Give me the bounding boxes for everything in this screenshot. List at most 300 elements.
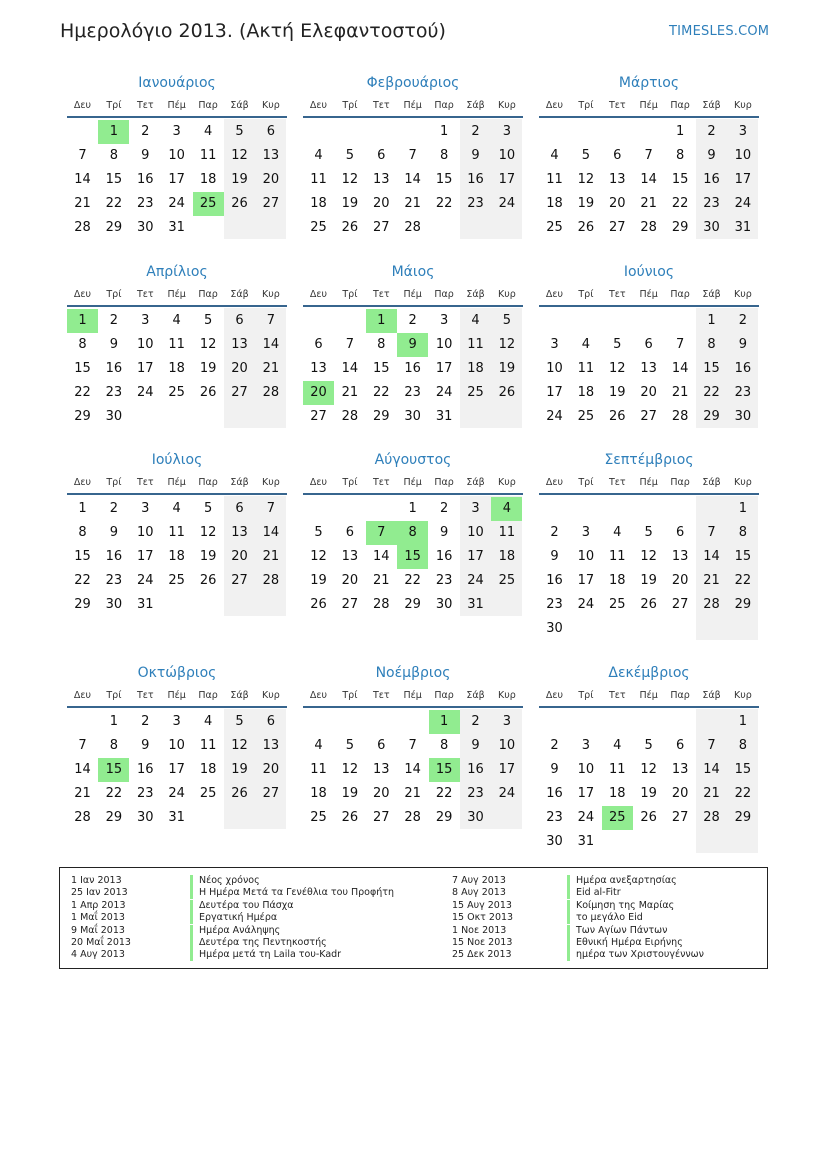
day-cell: 30 [546, 834, 563, 849]
weekday-header: Πέμ [639, 100, 658, 111]
day-cell: 30 [404, 409, 421, 424]
weekday-header: Παρ [434, 100, 454, 111]
holiday-date: 9 Μαΐ 2013 [71, 924, 125, 936]
weekday-header: Παρ [198, 289, 218, 300]
day-cell: 27 [262, 786, 280, 801]
day-cell: 14 [341, 361, 359, 376]
day-cell: 9 [141, 148, 150, 163]
holiday-date: 1 Ιαν 2013 [71, 875, 122, 886]
day-cell: 7 [266, 313, 276, 328]
weekday-header: Τρί [106, 477, 122, 488]
day-cell: 26 [199, 573, 217, 588]
day-cell: 24 [577, 597, 595, 612]
day-cell: 3 [738, 124, 748, 139]
day-cell: 19 [231, 762, 248, 777]
day-cell: 21 [262, 361, 280, 376]
day-cell: 2 [471, 714, 480, 729]
day-cell: 16 [105, 549, 123, 564]
day-cell: 10 [498, 738, 516, 753]
day-cell: 2 [471, 124, 480, 139]
day-cell: 19 [199, 361, 217, 376]
header-rule [539, 706, 759, 708]
day-cell: 6 [235, 313, 244, 328]
day-cell: 22 [105, 196, 123, 211]
day-cell: 14 [404, 762, 421, 777]
weekday-header: Δευ [73, 100, 92, 111]
day-cell: 30 [435, 597, 453, 612]
day-cell: 2 [109, 501, 119, 516]
day-cell: 9 [439, 525, 449, 540]
weekday-header: Κυρ [734, 477, 752, 488]
day-cell: 16 [137, 762, 154, 777]
holiday-date: 1 Νοε 2013 [452, 924, 507, 936]
day-cell: 23 [734, 385, 752, 400]
day-cell: 9 [471, 148, 480, 163]
weekday-header: Τρί [342, 289, 358, 300]
day-cell: 19 [577, 196, 595, 211]
day-cell: 5 [345, 738, 355, 753]
day-cell: 10 [546, 361, 563, 376]
day-cell: 6 [235, 501, 244, 516]
weekday-header: Παρ [670, 100, 690, 111]
day-cell: 24 [734, 196, 752, 211]
day-cell: 28 [74, 810, 91, 825]
day-cell: 20 [373, 786, 390, 801]
day-cell: 30 [467, 810, 484, 825]
day-cell: 28 [640, 220, 657, 235]
day-cell: 21 [404, 196, 421, 211]
header-rule [303, 493, 523, 495]
header-rule [539, 493, 759, 495]
weekday-header: Σάβ [702, 477, 721, 488]
day-cell: 18 [609, 573, 626, 588]
day-cell: 18 [498, 549, 516, 564]
day-cell: 20 [640, 385, 657, 400]
day-cell: 18 [199, 762, 217, 777]
day-cell: 12 [498, 337, 516, 352]
day-cell: 23 [105, 573, 123, 588]
weekday-header: Πέμ [167, 100, 186, 111]
holiday-date: 7 Αυγ 2013 [452, 875, 506, 886]
weekday-header: Σάβ [230, 289, 249, 300]
header-rule [303, 116, 523, 118]
weekday-header: Τρί [342, 100, 358, 111]
day-cell: 9 [471, 738, 480, 753]
weekday-header: Πέμ [403, 477, 422, 488]
weekday-header: Τετ [136, 690, 154, 701]
day-cell: 10 [577, 762, 595, 777]
weekday-header: Τετ [372, 289, 390, 300]
month-name: Ιούλιος [151, 452, 203, 468]
day-cell: 5 [644, 525, 653, 540]
holiday-name: Δευτέρα του Πάσχα [190, 900, 294, 912]
day-cell: 3 [502, 714, 512, 729]
day-cell: 25 [310, 220, 327, 235]
weekday-header: Τετ [372, 100, 390, 111]
day-cell: 8 [439, 738, 449, 753]
day-cell: 2 [738, 313, 748, 328]
day-cell: 3 [141, 313, 150, 328]
holiday-date: 15 Αυγ 2013 [452, 899, 512, 911]
day-cell: 1 [675, 124, 685, 139]
day-cell: 15 [671, 172, 689, 187]
weekday-header: Τρί [342, 690, 358, 701]
day-cell: 6 [345, 525, 355, 540]
day-cell: 5 [203, 501, 213, 516]
day-cell: 1 [78, 501, 87, 516]
day-cell: 25 [546, 220, 563, 235]
day-cell: 2 [707, 124, 716, 139]
holiday-date: 25 Ιαν 2013 [71, 887, 128, 899]
day-cell: 26 [231, 196, 248, 211]
day-cell: 13 [373, 172, 390, 187]
day-cell: 20 [231, 361, 248, 376]
day-cell: 1 [738, 714, 748, 729]
day-cell: 29 [734, 810, 752, 825]
day-cell: 31 [435, 409, 453, 424]
day-cell: 9 [550, 762, 559, 777]
day-cell: 17 [577, 573, 595, 588]
day-cell: 29 [435, 810, 453, 825]
holiday-date: 15 Νοε 2013 [452, 937, 513, 948]
day-cell: 18 [168, 549, 185, 564]
day-cell: 16 [546, 786, 563, 801]
day-cell: 3 [581, 525, 591, 540]
day-cell: 24 [577, 810, 595, 825]
day-cell: 12 [310, 549, 327, 564]
holiday-name: Κοίμηση της Μαρίας [567, 900, 674, 912]
day-cell: 3 [172, 124, 181, 139]
holiday-day-cell: 1 [366, 309, 397, 333]
day-cell: 19 [231, 172, 248, 187]
weekday-header: Δευ [545, 477, 564, 488]
day-cell: 22 [74, 385, 91, 400]
header-rule [539, 305, 759, 307]
day-cell: 5 [235, 124, 244, 139]
header-rule [67, 706, 287, 708]
day-cell: 1 [109, 714, 119, 729]
weekday-header: Τρί [578, 690, 594, 701]
day-cell: 18 [467, 361, 484, 376]
day-cell: 27 [373, 810, 390, 825]
weekday-header: Τρί [578, 477, 594, 488]
day-cell: 16 [137, 172, 154, 187]
day-cell: 30 [734, 409, 752, 424]
day-cell: 27 [231, 573, 248, 588]
day-cell: 14 [703, 762, 720, 777]
day-cell: 26 [609, 409, 626, 424]
day-cell: 13 [671, 762, 689, 777]
day-cell: 4 [203, 124, 213, 139]
day-cell: 15 [435, 172, 453, 187]
weekday-header: Σάβ [466, 100, 485, 111]
day-cell: 19 [341, 786, 359, 801]
day-cell: 20 [373, 196, 390, 211]
day-cell: 18 [577, 385, 595, 400]
day-cell: 31 [467, 597, 484, 612]
day-cell: 21 [341, 385, 359, 400]
day-cell: 6 [613, 148, 622, 163]
day-cell: 26 [640, 597, 657, 612]
day-cell: 20 [671, 573, 689, 588]
day-cell: 19 [199, 549, 217, 564]
day-cell: 27 [671, 597, 689, 612]
day-cell: 10 [577, 549, 595, 564]
day-cell: 28 [373, 597, 390, 612]
day-cell: 17 [137, 549, 154, 564]
day-cell: 20 [609, 196, 626, 211]
weekday-header: Παρ [434, 690, 454, 701]
weekday-header: Σάβ [702, 100, 721, 111]
day-cell: 22 [671, 196, 689, 211]
day-cell: 8 [78, 525, 87, 540]
header-rule [303, 706, 523, 708]
day-cell: 15 [105, 172, 123, 187]
month-name: Απρίλιος [146, 264, 208, 280]
weekday-header: Σάβ [466, 690, 485, 701]
day-cell: 14 [74, 172, 91, 187]
day-cell: 31 [734, 220, 752, 235]
day-cell: 22 [703, 385, 720, 400]
weekday-header: Πέμ [639, 690, 658, 701]
day-cell: 10 [734, 148, 752, 163]
weekday-header: Τρί [106, 289, 122, 300]
day-cell: 7 [408, 148, 417, 163]
holiday-name: Νέος χρόνος [190, 875, 260, 887]
day-cell: 2 [109, 313, 119, 328]
day-cell: 29 [105, 810, 123, 825]
day-cell: 15 [373, 361, 390, 376]
day-cell: 23 [546, 810, 563, 825]
header-rule [67, 305, 287, 307]
weekday-header: Σάβ [230, 477, 249, 488]
day-cell: 25 [498, 573, 516, 588]
weekday-header: Παρ [198, 477, 218, 488]
day-cell: 17 [498, 172, 516, 187]
header-rule [539, 116, 759, 118]
day-cell: 7 [266, 501, 276, 516]
day-cell: 13 [373, 762, 390, 777]
day-cell: 8 [109, 148, 119, 163]
day-cell: 22 [435, 786, 453, 801]
day-cell: 28 [74, 220, 91, 235]
month-name: Φεβρουάριος [366, 75, 460, 91]
holiday-day-cell: 4 [491, 497, 522, 521]
day-cell: 27 [341, 597, 359, 612]
day-cell: 3 [502, 124, 512, 139]
day-cell: 24 [137, 385, 154, 400]
day-cell: 20 [231, 549, 248, 564]
day-cell: 19 [310, 573, 327, 588]
day-cell: 12 [341, 172, 359, 187]
day-cell: 28 [703, 597, 720, 612]
weekday-header: Τετ [136, 289, 154, 300]
holiday-day-cell: 1 [98, 120, 129, 144]
day-cell: 26 [231, 786, 248, 801]
day-cell: 23 [435, 573, 453, 588]
day-cell: 1 [408, 501, 417, 516]
day-cell: 4 [314, 738, 323, 753]
day-cell: 13 [262, 738, 280, 753]
weekday-header: Τρί [578, 289, 594, 300]
weekday-header: Δευ [545, 289, 564, 300]
weekday-header: Κυρ [498, 289, 516, 300]
day-cell: 13 [640, 361, 657, 376]
month-name: Μάρτιος [618, 75, 680, 91]
month-name: Ιούνιος [623, 264, 675, 280]
day-cell: 24 [498, 786, 516, 801]
weekday-header: Δευ [545, 690, 564, 701]
day-cell: 6 [644, 337, 653, 352]
day-cell: 5 [203, 313, 213, 328]
day-cell: 11 [546, 172, 563, 187]
day-cell: 5 [613, 337, 622, 352]
day-cell: 17 [546, 385, 563, 400]
day-cell: 3 [550, 337, 559, 352]
day-cell: 11 [609, 762, 626, 777]
day-cell: 22 [74, 573, 91, 588]
day-cell: 16 [546, 573, 563, 588]
day-cell: 10 [137, 525, 154, 540]
day-cell: 5 [314, 525, 323, 540]
month-name: Οκτώβριος [137, 665, 217, 681]
day-cell: 28 [703, 810, 720, 825]
holiday-date: 4 Αυγ 2013 [71, 949, 125, 961]
holiday-legend [59, 867, 768, 969]
day-cell: 8 [707, 337, 716, 352]
weekday-header: Δευ [73, 477, 92, 488]
weekday-header: Τρί [106, 690, 122, 701]
day-cell: 2 [550, 738, 559, 753]
day-cell: 9 [109, 525, 119, 540]
day-cell: 25 [199, 786, 217, 801]
day-cell: 29 [105, 220, 123, 235]
day-cell: 18 [609, 786, 626, 801]
day-cell: 27 [231, 385, 248, 400]
weekday-header: Δευ [73, 690, 92, 701]
day-cell: 21 [74, 196, 91, 211]
day-cell: 27 [310, 409, 327, 424]
day-cell: 6 [377, 738, 386, 753]
day-cell: 30 [137, 220, 154, 235]
day-cell: 22 [105, 786, 123, 801]
day-cell: 25 [577, 409, 595, 424]
day-cell: 16 [105, 361, 123, 376]
holiday-name: Η Ημέρα Μετά τα Γενέθλια του Προφήτη [190, 887, 394, 899]
weekday-header: Κυρ [262, 100, 280, 111]
weekday-header: Τετ [608, 690, 626, 701]
holiday-day-cell: 9 [397, 333, 428, 357]
day-cell: 13 [341, 549, 359, 564]
day-cell: 28 [404, 220, 421, 235]
day-cell: 21 [671, 385, 689, 400]
weekday-header: Τετ [372, 690, 390, 701]
day-cell: 31 [168, 810, 185, 825]
day-cell: 31 [577, 834, 595, 849]
day-cell: 3 [439, 313, 449, 328]
holiday-name: Ημέρα μετά τη Laila του-Kadr [190, 949, 341, 961]
weekday-header: Σάβ [466, 289, 485, 300]
holiday-day-cell: 20 [303, 381, 334, 405]
day-cell: 8 [738, 525, 748, 540]
day-cell: 23 [105, 385, 123, 400]
day-cell: 30 [105, 409, 123, 424]
holiday-day-cell: 15 [98, 758, 129, 782]
day-cell: 13 [310, 361, 327, 376]
weekday-header: Τρί [342, 477, 358, 488]
day-cell: 16 [703, 172, 720, 187]
day-cell: 12 [577, 172, 595, 187]
month-name: Νοέμβριος [375, 665, 451, 681]
day-cell: 12 [640, 762, 657, 777]
day-cell: 23 [467, 786, 484, 801]
day-cell: 21 [640, 196, 657, 211]
day-cell: 26 [498, 385, 516, 400]
day-cell: 7 [408, 738, 417, 753]
weekday-header: Τετ [372, 477, 390, 488]
day-cell: 14 [74, 762, 91, 777]
day-cell: 17 [137, 361, 154, 376]
weekday-header: Παρ [434, 289, 454, 300]
holiday-date: 20 Μαΐ 2013 [71, 937, 131, 948]
day-cell: 16 [734, 361, 752, 376]
day-cell: 4 [172, 501, 181, 516]
day-cell: 24 [168, 196, 185, 211]
day-cell: 8 [439, 148, 449, 163]
day-cell: 17 [435, 361, 453, 376]
day-cell: 5 [502, 313, 512, 328]
day-cell: 29 [74, 597, 91, 612]
day-cell: 2 [408, 313, 417, 328]
day-cell: 24 [168, 786, 185, 801]
day-cell: 4 [471, 313, 480, 328]
day-cell: 26 [199, 385, 217, 400]
weekday-header: Δευ [545, 100, 564, 111]
day-cell: 25 [467, 385, 484, 400]
day-cell: 11 [199, 738, 217, 753]
day-cell: 4 [613, 738, 622, 753]
day-cell: 3 [581, 738, 591, 753]
day-cell: 6 [675, 525, 685, 540]
day-cell: 10 [498, 148, 516, 163]
day-cell: 13 [231, 525, 248, 540]
site-link[interactable]: TIMESLES.COM [669, 24, 770, 39]
day-cell: 7 [78, 738, 87, 753]
day-cell: 18 [546, 196, 563, 211]
day-cell: 9 [707, 148, 716, 163]
weekday-header: Πέμ [403, 100, 422, 111]
day-cell: 29 [373, 409, 390, 424]
weekday-header: Σάβ [230, 690, 249, 701]
day-cell: 5 [345, 148, 355, 163]
weekday-header: Σάβ [702, 289, 721, 300]
weekday-header: Τρί [106, 100, 122, 111]
day-cell: 20 [262, 172, 280, 187]
day-cell: 6 [377, 148, 386, 163]
day-cell: 27 [609, 220, 626, 235]
day-cell: 15 [734, 762, 752, 777]
header-rule [67, 493, 287, 495]
day-cell: 27 [640, 409, 657, 424]
holiday-date: 1 Μαΐ 2013 [71, 912, 125, 924]
day-cell: 21 [703, 573, 720, 588]
weekday-header: Κυρ [734, 100, 752, 111]
day-cell: 18 [168, 361, 185, 376]
day-cell: 11 [168, 337, 185, 352]
day-cell: 17 [467, 549, 484, 564]
weekday-header: Τετ [136, 477, 154, 488]
day-cell: 10 [168, 738, 185, 753]
